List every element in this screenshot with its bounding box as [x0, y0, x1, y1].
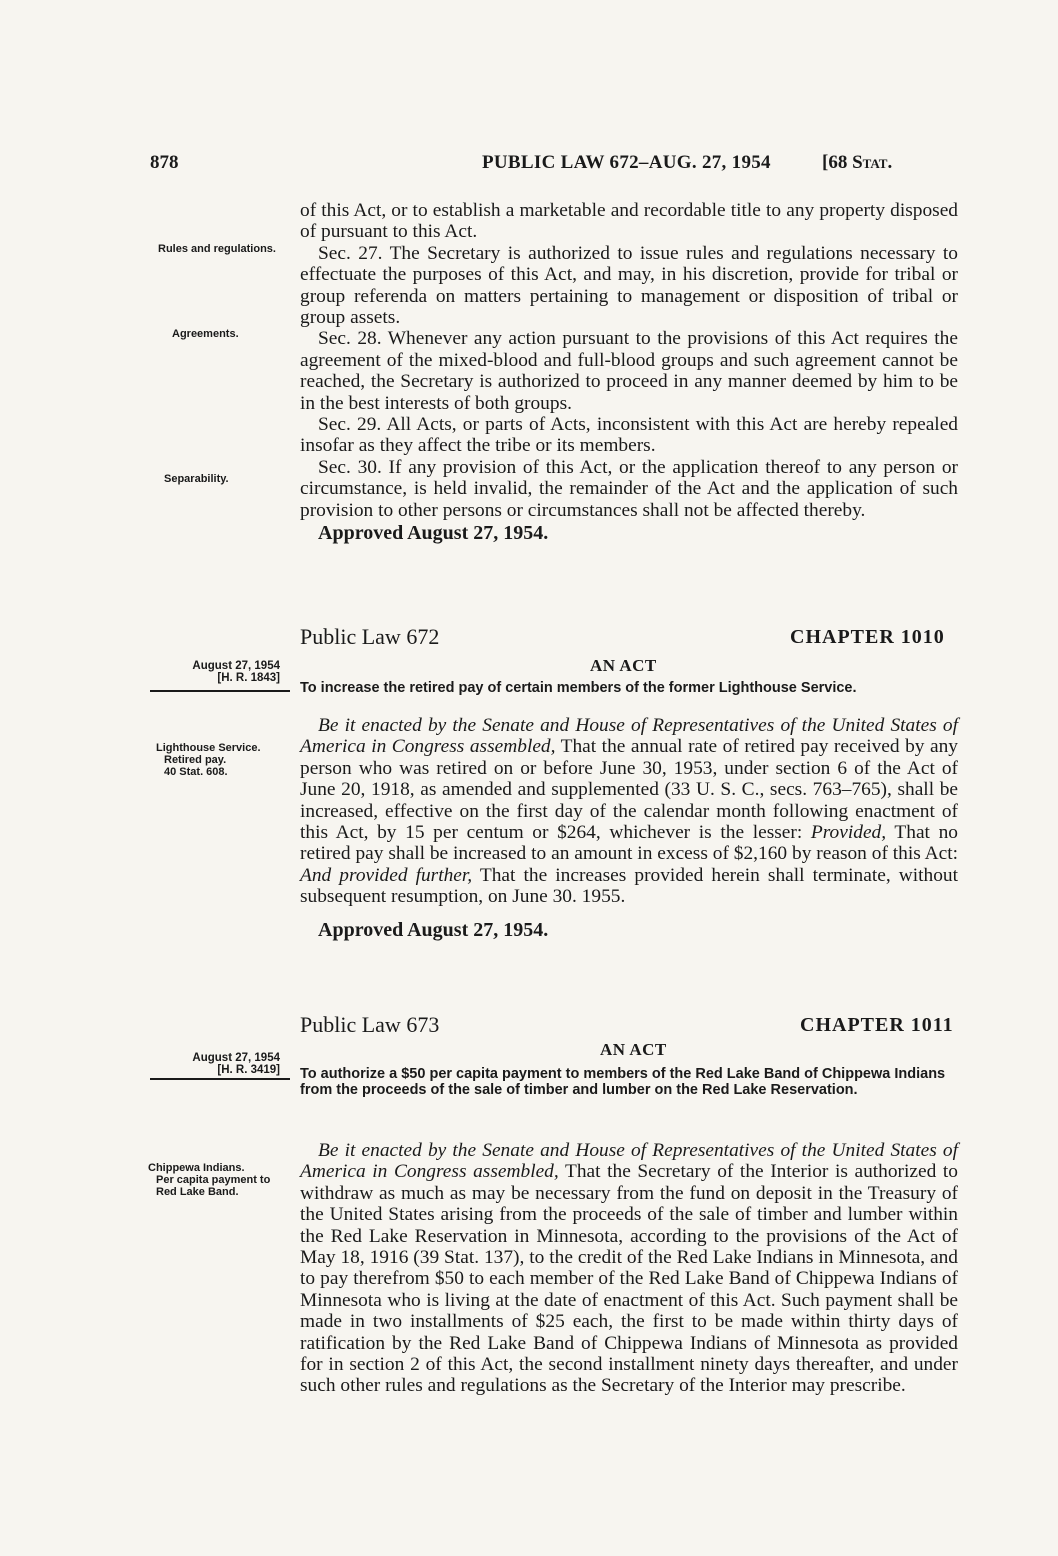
- act-purpose-673: To authorize a $50 per capita payment to members of the Red Lake Band of Chippewa Indians from the proceeds of the sale of timber and lumber on the Red Lake Reservation.: [300, 1066, 946, 1098]
- section-27: Sec. 27. The Secretary is authorized to issue rules and regulations necessary to effectuate the purposes of this Act, and may, in his discretion, provide for tribal or group referenda on matters pertaining to management or disposition of tribal or group assets.: [300, 242, 958, 329]
- margin-note-agreements: Agreements.: [172, 328, 239, 340]
- margin-note-chippewa: Chippewa Indians.: [148, 1162, 245, 1174]
- body-part-1: That the annual rate of retired pay received by any person who was retired on or before June 30, 1953, under section 6 of the Act of June 20, 1918, as amended and supplemented (33 U. S. C., secs. 763–765), shall be increased, effective on the first day of the calendar month following enactment of this Act, by 15 per centum or $264, whichever is the lesser:: [300, 736, 958, 844]
- enactment-date: August 27, 1954: [192, 1052, 280, 1064]
- enactment-date: August 27, 1954: [192, 660, 280, 672]
- bill-number: [H. R. 3419]: [217, 1064, 280, 1076]
- public-law-673-title: Public Law 673: [300, 1012, 440, 1037]
- body-part-3: That the increases provided herein shall terminate, without subsequent resumption, on June 30. 1955.: [300, 864, 958, 908]
- margin-notes-672: [156, 742, 286, 778]
- approved-line-2: Approved August 27, 1954.: [318, 918, 549, 941]
- enacting-clause-672: Be it enacted by the Senate and House of Representatives of the United States of America in Congress assembled,: [300, 715, 958, 758]
- section-28: Sec. 28. Whenever any action pursuant to the provisions of this Act requires the agreement of the mixed-blood and full-blood groups and such agreement cannot be reached, the Secretary is authorized to proceed in any manner deemed by him to be in the best interests of both groups.: [300, 328, 958, 414]
- further-proviso: And provided further,: [300, 864, 473, 886]
- proviso: Provided,: [810, 822, 887, 844]
- volume-reference: [68 Stat.: [822, 152, 893, 173]
- an-act-heading-2: AN ACT: [600, 1040, 667, 1059]
- margin-note-retired-pay: Retired pay.: [164, 754, 227, 766]
- continuation-paragraph: of this Act, or to establish a marketable and recordable title to any property disposed of pursuant to this Act.: [300, 200, 958, 243]
- chapter-1010: CHAPTER 1010: [790, 626, 945, 648]
- an-act-heading-1: AN ACT: [590, 656, 657, 675]
- body-text-673: That the Secretary of the Interior is authorized to withdraw as much as may be necessary from the fund on deposit in the Treasury of the United States arising from the proceeds of the sale of timber and lumber within the Red Lake Reservation in Minnesota, according to the provisions of the Act of May 18, 1916 (39 Stat. 137), to the credit of the Red Lake Indians in Minnesota, and to pay therefrom $50 to each member of the Red Lake Band of Chippewa Indians of Minnesota who is living at the date of enactment of this Act. Such payment shall be made in two installments of $25 each, the first to be made within thirty days of ratification by the Red Lake Band of Chippewa Indians of Minnesota as provided for in section 2 of this Act, the second installment ninety days thereafter, and under such other rules and regulations as the Secretary of the Interior may prescribe.: [300, 1161, 958, 1397]
- margin-note-per-capita: Per capita payment to Red Lake Band.: [156, 1174, 271, 1198]
- margin-note-separability: Separability.: [164, 473, 229, 485]
- divider-rule: [150, 690, 290, 692]
- section-30: Sec. 30. If any provision of this Act, or the application thereof to any person or circumstance, is held invalid, the remainder of the Act and the application of such provision to other persons or circumstances shall not be affected thereby.: [300, 456, 958, 521]
- divider-rule: [150, 1078, 290, 1080]
- margin-notes-673: [148, 1162, 288, 1198]
- act-purpose-672: To increase the retired pay of certain members of the former Lighthouse Service.: [300, 680, 857, 696]
- margin-note-rules: Rules and regulations.: [158, 243, 276, 255]
- public-law-672-title: Public Law 672: [300, 624, 440, 649]
- enacting-clause-673: Be it enacted by the Senate and House of Representatives of the United States of America in Congress assembled,: [300, 1140, 958, 1183]
- law-672-body: [300, 715, 958, 941]
- margin-note-lighthouse: Lighthouse Service.: [156, 742, 261, 754]
- page-number: 878: [150, 152, 179, 173]
- previous-law-text: [300, 200, 958, 545]
- date-block-672: [146, 660, 280, 684]
- body-part-2: That no retired pay shall be increased to an amount in excess of $2,160 by reason of this Act:: [300, 822, 958, 865]
- date-block-673: [146, 1052, 280, 1076]
- chapter-1011: CHAPTER 1011: [800, 1014, 954, 1036]
- law-673-body: [300, 1140, 958, 1397]
- section-29: Sec. 29. All Acts, or parts of Acts, inconsistent with this Act are hereby repealed insofar as they affect the tribe or its members.: [300, 414, 958, 457]
- margin-note-40-stat: 40 Stat. 608.: [164, 766, 228, 778]
- running-title: PUBLIC LAW 672–AUG. 27, 1954: [482, 152, 771, 173]
- approved-line-1: Approved August 27, 1954.: [318, 522, 549, 545]
- bill-number: [H. R. 1843]: [217, 672, 280, 684]
